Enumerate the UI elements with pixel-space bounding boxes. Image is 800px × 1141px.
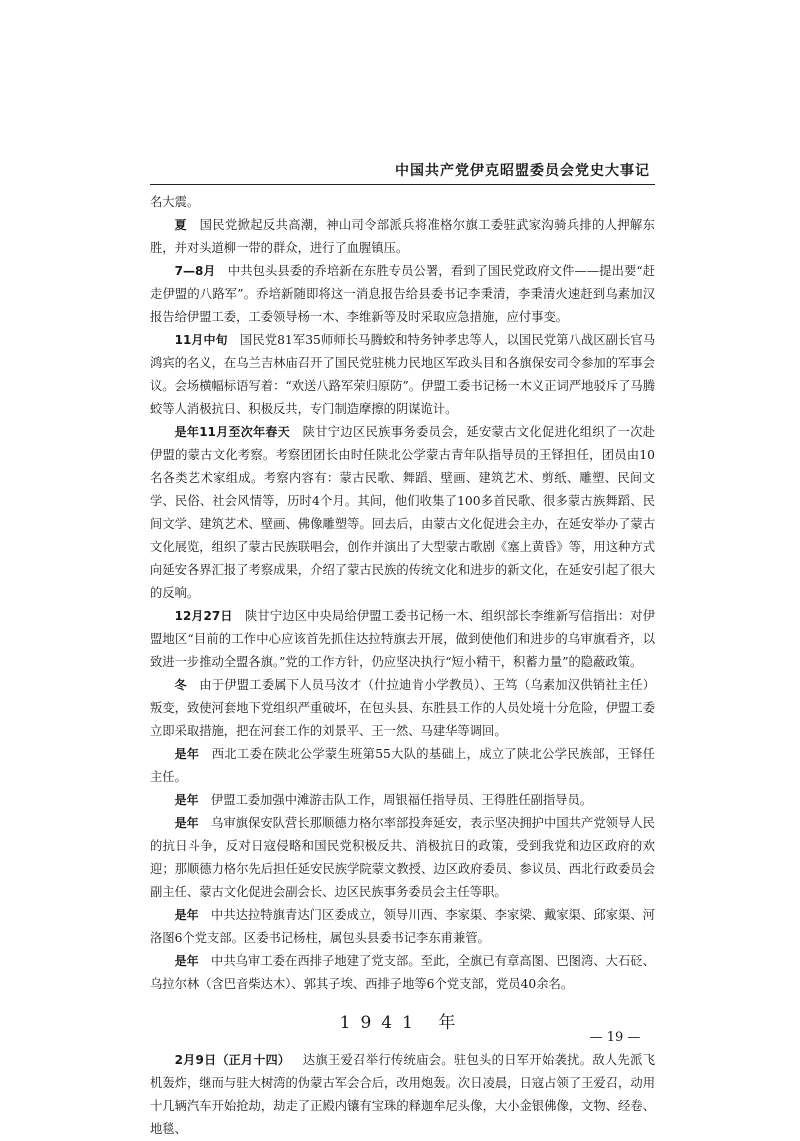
header-rule bbox=[150, 184, 655, 185]
entry-text: 陕甘宁边区民族事务委员会，延安蒙古文化促进化组织了一次赴伊盟的蒙古文化考察。考察团团长由时任陕北公学蒙古青年队指导员的王铎担任，团员由10名各类艺术家组成。考察内容有：蒙古民歌、舞蹈、壁画、建筑艺术、剪纸、雕塑、民间文学、民俗、社会风情等，历时4个月。其间，他们收集了100多首民歌、很多蒙古族舞蹈、民间文学、建筑艺术、壁画、佛像雕塑等。回去后，由蒙古文化促进会主办，在延安举办了蒙古文化展览，组织了蒙古民族联唱会，创作并演出了大型蒙古歌剧《塞上黄昏》等，用这种方式向延安各界汇报了考察成果，介绍了蒙古民族的传统文化和进步的新文化，在延安引起了很大的反响。 bbox=[150, 425, 655, 600]
entry-date: 是年 bbox=[174, 908, 199, 922]
entry-date: 是年 bbox=[174, 747, 200, 761]
entry-text: 由于伊盟工委属下人员马汝才（什拉迪肯小学教员）、王笃（乌素加汉供销社主任）叛变，致使河套地下党组织严重破坏，在包头县、东胜县工作的人员处境十分危险，伊盟工委立即采取措施，把在河套工作的刘景平、王一然、马建华等调回。 bbox=[150, 678, 655, 738]
entry-date: 是年 bbox=[174, 793, 199, 807]
chronicle-entry bbox=[150, 260, 655, 329]
entry-date: 2月9日（正月十四） bbox=[174, 1053, 291, 1067]
chronicle-entry bbox=[150, 674, 655, 743]
entry-date: 夏 bbox=[174, 218, 187, 232]
chronicle-entry bbox=[150, 743, 655, 789]
chronicle-entry bbox=[150, 191, 655, 214]
chronicle-entry bbox=[150, 950, 655, 996]
entry-date: 7—8月 bbox=[174, 264, 216, 278]
entry-text: 中共达拉特旗青达门区委成立，领导川西、李家渠、李家梁、戴家渠、邱家渠、河洛图6个党支部。区委书记杨柱，属包头县委书记李东甫兼管。 bbox=[150, 908, 655, 945]
entry-text: 陕甘宁边区中央局给伊盟工委书记杨一木、组织部长李维新写信指出：对伊盟地区“目前的工作中心应该首先抓住达拉特旗去开展，做到使他们和进步的乌审旗看齐，以致进一步推动全盟各旗。”党的工作方针，仍应坚决执行“短小精干，积蓄力量”的隐蔽政策。 bbox=[150, 609, 655, 669]
entry-date: 12月27日 bbox=[174, 609, 233, 623]
chronicle-entry bbox=[150, 1049, 655, 1141]
entry-date: 冬 bbox=[174, 678, 187, 692]
chronicle-entry bbox=[150, 904, 655, 950]
chronicle-entry bbox=[150, 812, 655, 904]
entry-text: 乌审旗保安队营长那顺德力格尔率部投奔延安，表示坚决拥护中国共产党领导人民的抗日斗争，反对日寇侵略和国民党积极反共、消极抗日的政策，受到我党和边区政府的欢迎；那顺德力格尔先后担任延安民族学院蒙文教授、边区政府委员、参议员、西北行政委员会副主任、蒙古文化促进会副会长、边区民族事务委员会主任等职。 bbox=[150, 816, 655, 899]
chronicle-entries-1941 bbox=[150, 1049, 655, 1141]
running-header-title: 中国共产党伊克昭盟委员会党史大事记 bbox=[395, 163, 650, 179]
entry-date: 是年11月至次年春天 bbox=[174, 425, 290, 439]
chronicle-entry bbox=[150, 421, 655, 605]
entry-text: 达旗王爱召举行传统庙会。驻包头的日军开始袭扰。敌人先派飞机轰炸，继而与驻大树湾的伪蒙古军会合后，改用炮轰。次日凌晨，日寇占领了王爱召，动用十几辆汽车开始抢劫，劫走了正殿内镶有宝珠的释迦牟尼头像，大小金银佛像，文物、经卷、地毯、 bbox=[150, 1053, 655, 1136]
entry-text: 中共包头县委的乔培新在东胜专员公署，看到了国民党政府文件——提出要“赶走伊盟的八路军”。乔培新随即将这一消息报告给县委书记李秉清，李秉清火速赶到乌素加汉报告给伊盟工委，工委领导杨一木、李维新等及时采取应急措施，应付事变。 bbox=[150, 264, 655, 324]
document-body bbox=[150, 191, 655, 1141]
chronicle-entries bbox=[150, 191, 655, 996]
entry-text: 伊盟工委加强中滩游击队工作，周银福任指导员、王得胜任副指导员。 bbox=[210, 793, 593, 807]
entry-text: 中共乌审工委在西排子地建了党支部。至此，全旗已有章高图、巴图湾、大石砭、乌拉尔林（含巴音柴达木）、郭其子埃、西排子地等6个党支部，党员40余名。 bbox=[150, 954, 655, 991]
entry-text: 西北工委在陕北公学蒙生班第55大队的基础上，成立了陕北公学民族部，王铎任主任。 bbox=[150, 747, 655, 784]
entry-date: 是年 bbox=[174, 954, 199, 968]
year-heading: 1941 年 bbox=[339, 1013, 466, 1033]
entry-date: 是年 bbox=[174, 816, 199, 830]
chronicle-entry bbox=[150, 329, 655, 421]
entry-date: 11月中旬 bbox=[174, 333, 228, 347]
chronicle-entry bbox=[150, 789, 655, 812]
page-number: — 19 — bbox=[589, 1030, 641, 1045]
entry-text: 国民党81军35师师长马腾蛟和特务钟孝忠等人，以国民党第八战区副长官马鸿宾的名义，在乌兰吉林庙召开了国民党驻桃力民地区军政头目和各旗保安司令参加的军事会议。会场横幅标语写着：“欢送八路军荣归原防”。伊盟工委书记杨一木义正词严地驳斥了马腾蛟等人消极抗日、积极反共，专门制造摩擦的阴谋诡计。 bbox=[150, 333, 655, 416]
chronicle-entry bbox=[150, 605, 655, 674]
entry-text: 国民党掀起反共高潮，神山司令部派兵将准格尔旗工委驻武家沟骑兵排的人押解东胜，并对头道柳一带的群众，进行了血腥镇压。 bbox=[150, 218, 655, 255]
entry-text: 名大震。 bbox=[150, 195, 200, 209]
chronicle-entry bbox=[150, 214, 655, 260]
